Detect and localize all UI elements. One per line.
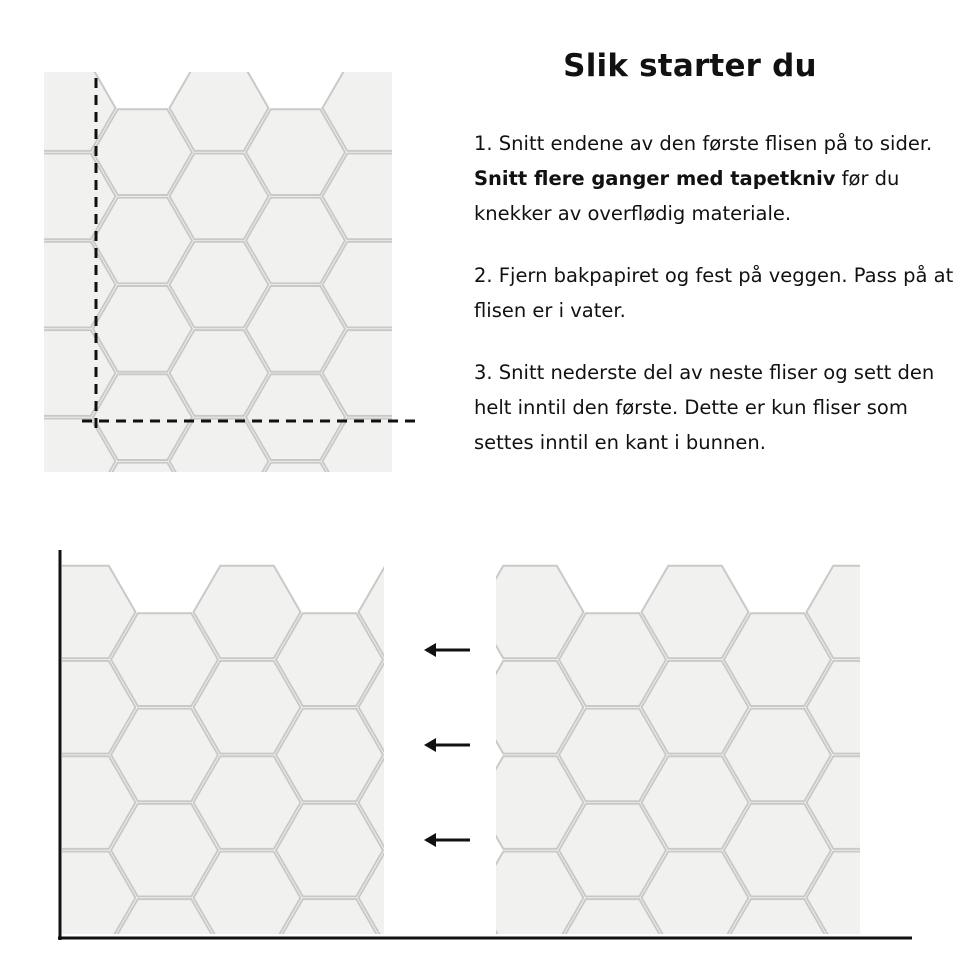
hex-tile <box>889 709 980 802</box>
hex-tile <box>889 613 980 706</box>
hex-tile <box>972 661 980 754</box>
hex-tile <box>889 899 980 980</box>
hex-tile <box>476 65 575 151</box>
left-tile-sheet <box>29 566 549 980</box>
hex-tile <box>889 804 980 897</box>
page-title: Slik starter du <box>563 48 817 84</box>
hex-tiles-right <box>477 566 980 980</box>
hex-tile <box>399 286 498 372</box>
hex-tile <box>476 330 575 416</box>
step-1-text: 1. Snitt endene av den første flisen på to sider. <box>474 132 933 155</box>
hex-tile <box>972 947 980 980</box>
hex-tile <box>399 374 498 460</box>
hex-tile <box>476 154 575 240</box>
right-tile-sheet <box>477 566 980 980</box>
hex-tile <box>642 947 749 980</box>
hex-tile <box>29 947 136 980</box>
arrow-left-icon <box>424 738 470 752</box>
hex-tile <box>399 463 498 549</box>
hex-tile <box>972 852 980 945</box>
hex-tile <box>476 242 575 328</box>
step-1-bold: Snitt flere ganger med tapetkniv <box>474 167 836 190</box>
hex-tile <box>359 947 466 980</box>
hex-tile <box>972 756 980 849</box>
arrow-left-icon <box>424 833 470 847</box>
hex-tile <box>476 419 575 505</box>
step-2-text: 2. Fjern bakpapiret og fest på veggen. Pass på at flisen er i vater. <box>474 264 954 322</box>
hex-tiles-left <box>29 566 549 980</box>
hex-tiles-top <box>17 65 575 548</box>
hex-tile <box>194 947 301 980</box>
hex-tile <box>399 109 498 195</box>
step-1-text-end: før du knekker av overflødig materiale. <box>474 167 900 225</box>
hex-tile <box>807 947 914 980</box>
hex-tile <box>93 463 192 549</box>
hex-tile <box>246 463 345 549</box>
hex-tile <box>477 947 584 980</box>
hex-tile <box>399 198 498 284</box>
hex-tile <box>972 566 980 659</box>
top-tile-sheet <box>17 65 575 548</box>
step-3-text: 3. Snitt nederste del av neste fliser og sett den helt inntil den første. Dette er kun fliser som settes inntil en kant i bunnen. <box>474 361 935 454</box>
arrow-left-icon <box>424 643 470 657</box>
